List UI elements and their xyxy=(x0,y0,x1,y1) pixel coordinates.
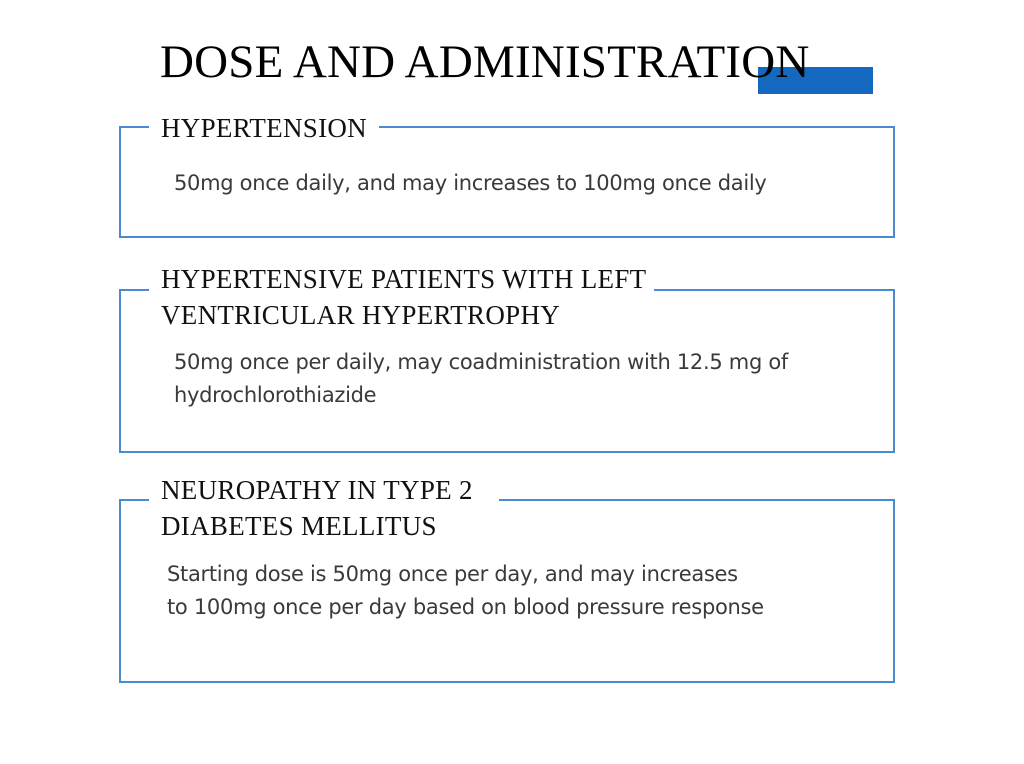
heading-line: HYPERTENSIVE PATIENTS WITH LEFT xyxy=(161,264,647,294)
body-line: 50mg once daily, and may increases to 100mg once daily xyxy=(174,171,767,195)
heading-line: NEUROPATHY IN TYPE 2 xyxy=(161,475,473,505)
section-hypertension-heading xyxy=(149,110,379,146)
body-line: Starting dose is 50mg once per day, and may increases xyxy=(167,562,738,586)
section-lvh-heading xyxy=(149,261,654,333)
body-line: to 100mg once per day based on blood pressure response xyxy=(167,595,764,619)
body-line: 50mg once per daily, may coadministration with 12.5 mg of xyxy=(174,350,788,374)
heading-line: DIABETES MELLITUS xyxy=(161,511,437,541)
section-neuropathy-heading xyxy=(149,472,499,544)
heading-line: HYPERTENSION xyxy=(161,113,367,143)
body-line: hydrochlorothiazide xyxy=(174,383,377,407)
section-neuropathy-body xyxy=(167,558,764,624)
page-title: DOSE AND ADMINISTRATION xyxy=(160,36,810,88)
section-hypertension-body xyxy=(174,167,767,200)
heading-line: VENTRICULAR HYPERTROPHY xyxy=(161,300,561,330)
section-lvh-body xyxy=(174,346,788,412)
